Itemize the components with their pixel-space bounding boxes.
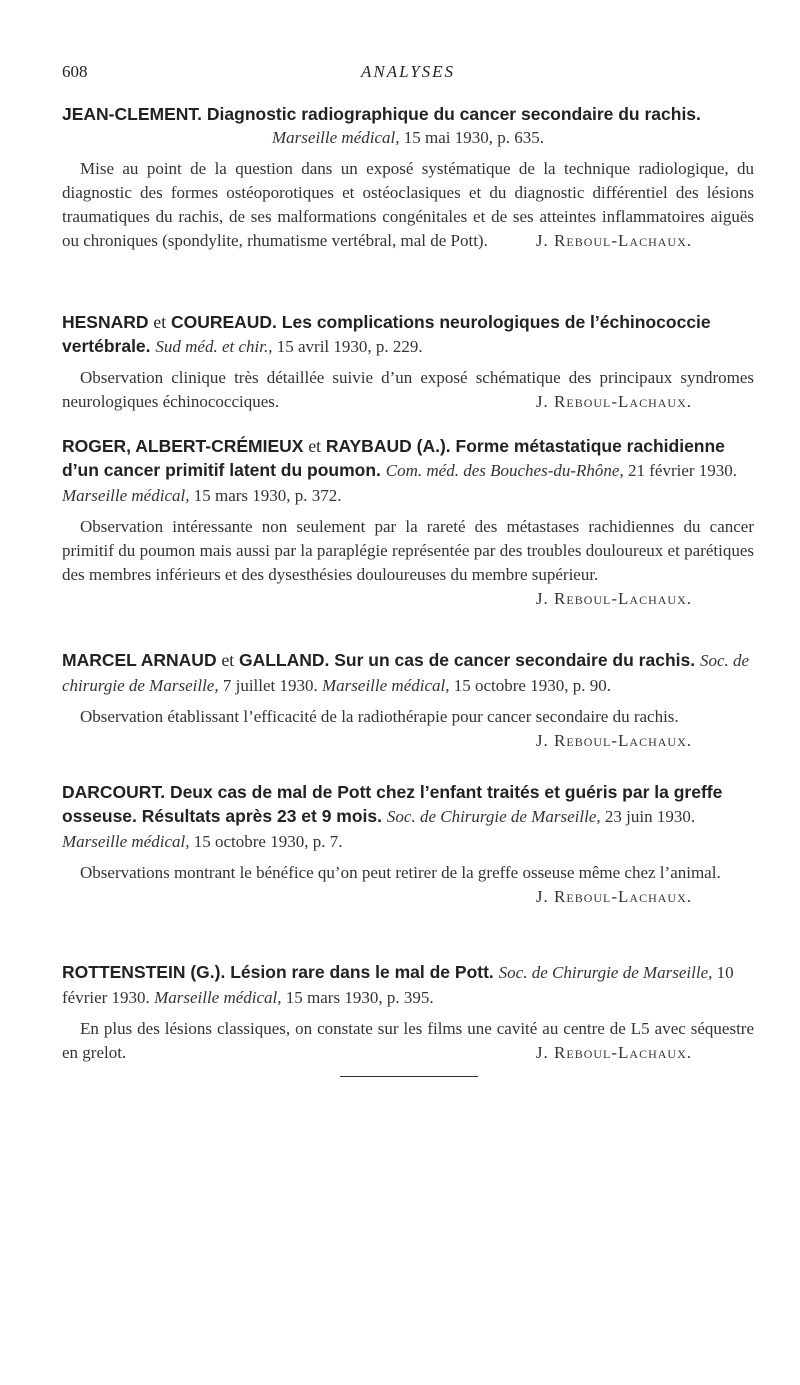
entry-journal-2: Marseille médical, bbox=[154, 988, 282, 1007]
entry-authors: JEAN-CLEMENT. bbox=[62, 104, 203, 124]
entry-heading bbox=[62, 310, 754, 359]
entry-journal-2: Marseille médical, bbox=[62, 832, 190, 851]
entry-abstract bbox=[62, 157, 754, 253]
entry-conjunction: et bbox=[221, 650, 235, 670]
section-end-rule bbox=[340, 1076, 478, 1077]
entry-abstract bbox=[62, 1017, 754, 1065]
entry-title: Sur un cas de cancer secondaire du rachis. bbox=[334, 650, 696, 670]
entry-source bbox=[62, 126, 754, 150]
abstract-entry bbox=[62, 960, 754, 1065]
entry-authors-2: RAYBAUD bbox=[325, 436, 412, 456]
abstract-entry bbox=[62, 102, 754, 253]
entry-heading bbox=[62, 434, 754, 508]
entry-signature: J. Reboul-Lachaux. bbox=[535, 392, 692, 411]
running-head: ANALYSES bbox=[360, 62, 456, 81]
entry-signature: J. Reboul-Lachaux. bbox=[535, 589, 692, 608]
entry-abstract-text: Observation clinique très détaillée suivie d’un exposé schématique des principaux syndromes neurologiques échinococciques. bbox=[62, 368, 754, 411]
entry-citation-2: 15 octobre 1930, p. 7. bbox=[193, 832, 343, 851]
entry-journal: Soc. de Chirurgie de Marseille, bbox=[498, 963, 713, 982]
page bbox=[62, 62, 754, 1062]
entry-initial: (A.). bbox=[416, 436, 451, 456]
abstract-entry bbox=[62, 780, 754, 909]
entry-abstract bbox=[62, 366, 754, 414]
entry-citation: 15 avril 1930, p. 229. bbox=[276, 337, 423, 356]
entry-authors: MARCEL ARNAUD bbox=[62, 650, 217, 670]
entry-citation: 21 février 1930. bbox=[627, 461, 738, 480]
abstract-entry bbox=[62, 310, 754, 414]
entry-title: Lésion rare dans le mal de Pott. bbox=[230, 962, 494, 982]
entry-journal-2: Marseille médical, bbox=[322, 676, 450, 695]
entry-abstract bbox=[62, 705, 754, 750]
entry-title: Les complications neurologiques de l’échinococcie vertébrale. bbox=[62, 312, 711, 356]
entry-journal-2: Marseille médical, bbox=[62, 486, 190, 505]
entry-signature: J. Reboul-Lachaux. bbox=[535, 1043, 692, 1062]
entry-title: Forme métastatique rachidienne d’un cancer primitif latent du poumon. bbox=[62, 436, 725, 480]
entry-abstract-text: Observation établissant l’efficacité de la radiothérapie pour cancer secondaire du rachis. bbox=[80, 707, 679, 726]
entry-citation: 10 février 1930. bbox=[62, 963, 734, 1007]
page-number: 608 bbox=[62, 62, 88, 81]
entry-authors: ROGER, ALBERT-CRÉMIEUX bbox=[62, 436, 304, 456]
entry-citation: 15 mai 1930, p. 635. bbox=[403, 128, 544, 147]
entry-abstract-text: Observations montrant le bénéfice qu’on peut retirer de la greffe osseuse même chez l’animal. bbox=[80, 863, 721, 882]
entry-citation: 7 juillet 1930. bbox=[222, 676, 318, 695]
entry-authors: HESNARD bbox=[62, 312, 149, 332]
entry-citation-2: 15 octobre 1930, p. 90. bbox=[453, 676, 611, 695]
entry-journal: Com. méd. des Bouches-du-Rhône, bbox=[385, 461, 624, 480]
entry-journal: Soc. de Chirurgie de Marseille, bbox=[386, 807, 601, 826]
page-header bbox=[62, 62, 754, 88]
entry-title: Deux cas de mal de Pott chez l’enfant traités et guéris par la greffe osseuse. Résultats après 23 et 9 mois. bbox=[62, 782, 723, 826]
entry-heading bbox=[62, 960, 754, 1010]
entry-journal: Sud méd. et chir., bbox=[155, 337, 273, 356]
entry-title: Diagnostic radiographique du cancer secondaire du rachis. bbox=[206, 104, 701, 124]
entry-conjunction: et bbox=[153, 312, 167, 332]
entry-journal: Soc. de chirurgie de Marseille, bbox=[62, 651, 750, 695]
entry-citation-2: 15 mars 1930, p. 395. bbox=[285, 988, 434, 1007]
entry-heading bbox=[62, 102, 754, 126]
entry-signature: J. Reboul-Lachaux. bbox=[535, 731, 692, 750]
entry-journal: Marseille médical, bbox=[272, 128, 400, 147]
entry-abstract-text: Observation intéressante non seulement par la rareté des métastases rachidiennes du cancer primitif du poumon mais aussi par la paraplégie représentée par des troubles douloureux et parétiques des membres inférieurs et des dysesthésies douloureuses du membre supérieur. bbox=[62, 517, 754, 584]
entry-heading bbox=[62, 648, 754, 698]
entry-signature: J. Reboul-Lachaux. bbox=[535, 231, 692, 250]
entry-citation: 23 juin 1930. bbox=[604, 807, 696, 826]
entry-initial: (G.). bbox=[190, 962, 226, 982]
entry-abstract-text: Mise au point de la question dans un exposé systématique de la technique radiologique, du diagnostic des formes ostéoporotiques et ostéoclasiques et du diagnostic différentiel des lésions traumatiques du rachis, de ses malformations congénitales et de ses atteintes inflammatoires aiguës ou chroniques (spondylite, rhumatisme vertébral, mal de Pott). bbox=[62, 159, 754, 250]
entry-conjunction: et bbox=[308, 436, 321, 456]
entry-authors-2: COUREAUD. bbox=[170, 312, 277, 332]
entry-authors-2: GALLAND. bbox=[238, 650, 330, 670]
entry-abstract-text: En plus des lésions classiques, on constate sur les films une cavité au centre de L5 avec séquestre en grelot. bbox=[62, 1019, 754, 1062]
entry-citation-2: 15 mars 1930, p. 372. bbox=[193, 486, 342, 505]
abstract-entry bbox=[62, 648, 754, 753]
entry-heading bbox=[62, 780, 754, 854]
entry-authors: DARCOURT. bbox=[62, 782, 166, 802]
entry-abstract bbox=[62, 861, 754, 906]
entry-abstract bbox=[62, 515, 754, 608]
entry-authors: ROTTENSTEIN bbox=[62, 962, 186, 982]
entry-signature: J. Reboul-Lachaux. bbox=[535, 887, 692, 906]
abstract-entry bbox=[62, 434, 754, 611]
entry-source bbox=[155, 337, 422, 356]
